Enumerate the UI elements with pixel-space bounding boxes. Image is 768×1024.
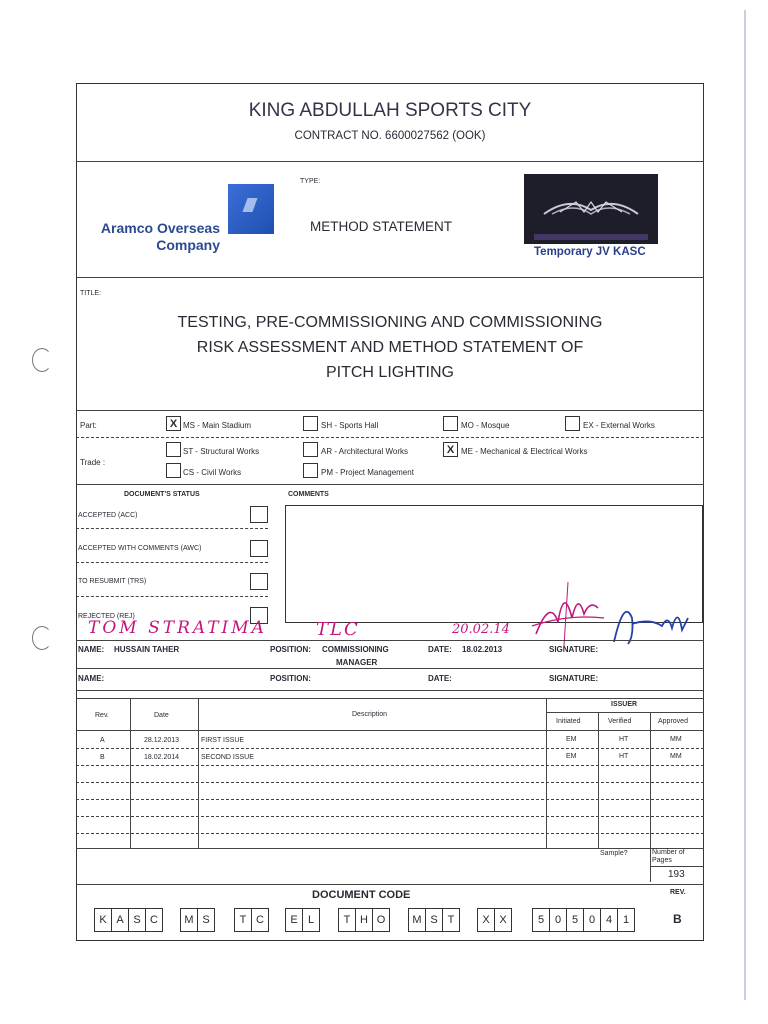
signoff2-signature-label: SIGNATURE: [549, 674, 599, 683]
rev-row-1-description: FIRST ISSUE [201, 737, 245, 744]
part-option-ms: MS - Main Stadium [183, 421, 252, 430]
aramco-company-name [96, 220, 220, 254]
binder-hole-top [32, 348, 52, 372]
code-group-zone [477, 908, 512, 932]
contract-number: CONTRACT NO. 6600027562 (OOK) [294, 130, 486, 142]
code-char: X [478, 909, 495, 931]
code-char: 4 [601, 909, 618, 931]
part-checkbox-ex[interactable] [565, 416, 580, 431]
code-char: O [376, 914, 386, 926]
code-group-originator [338, 908, 390, 932]
signoff-name-value: HUSSAIN TAHER [114, 645, 180, 654]
signoff2-date-label: DATE: [428, 674, 452, 683]
description-header: Description [352, 711, 388, 718]
rev-row-1-date: 28.12.2013 [144, 737, 180, 744]
code-char: S [426, 909, 443, 931]
code-char: M [409, 909, 426, 931]
approved-header: Approved [658, 718, 688, 725]
rev-row-2-date: 18.02.2014 [144, 754, 180, 761]
handwritten-date: 20.02.14 [452, 622, 510, 637]
trade-checkbox-pm[interactable] [303, 463, 318, 478]
trade-option-pm: PM - Project Management [321, 468, 414, 477]
code-group-project [94, 908, 163, 932]
part-option-mo: MO - Mosque [461, 421, 510, 430]
status-heading: DOCUMENT'S STATUS [124, 491, 200, 498]
project-title: KING ABDULLAH SPORTS CITY [248, 100, 532, 121]
page-edge-shadow [744, 10, 746, 1000]
code-group-part [180, 908, 215, 932]
signoff2-name-label: NAME: [78, 674, 105, 683]
code-char: E [286, 909, 303, 931]
trade-option-st: ST - Structural Works [183, 447, 260, 456]
status-trs-label: TO RESUBMIT (TRS) [78, 578, 147, 585]
rev-code-value: B [673, 912, 682, 926]
rev-row-2-initiated: EM [566, 753, 577, 760]
trade-checkbox-st[interactable] [166, 442, 181, 457]
code-group-type [234, 908, 269, 932]
rev-code-label: REV. [670, 889, 686, 896]
trade-checkbox-ar[interactable] [303, 442, 318, 457]
code-char: C [150, 914, 158, 926]
document-code-title: DOCUMENT CODE [312, 889, 411, 901]
signoff-signature-label: SIGNATURE: [549, 645, 599, 654]
code-char: S [202, 914, 210, 926]
aramco-line-1: Aramco Overseas [100, 220, 220, 236]
code-char: 1 [622, 914, 630, 926]
aramco-line-2: Company [156, 237, 220, 253]
signature-blue-icon [610, 588, 692, 648]
status-awc-checkbox[interactable] [250, 540, 268, 557]
signoff2-position-label: POSITION: [270, 674, 311, 683]
initiated-header: Initiated [556, 718, 581, 725]
aramco-logo-icon [228, 184, 274, 234]
signoff-position-label: POSITION: [270, 645, 311, 654]
code-char: T [447, 914, 455, 926]
rev-row-1-initiated: EM [566, 736, 577, 743]
code-char: S [129, 909, 146, 931]
trade-checkbox-cs[interactable] [166, 463, 181, 478]
title-line-3: PITCH LIGHTING [325, 364, 454, 381]
code-char: X [499, 914, 507, 926]
code-char: H [356, 909, 373, 931]
trade-option-me: ME - Mechanical & Electrical Works [461, 447, 588, 456]
code-char: T [235, 909, 252, 931]
part-checkbox-ms[interactable]: X [166, 416, 181, 431]
code-char: L [307, 914, 315, 926]
status-rej-label: REJECTED (REJ) [78, 613, 135, 620]
rev-row-1-verified: HT [619, 736, 629, 743]
code-char: T [339, 909, 356, 931]
jv-label: Temporary JV KASC [534, 246, 646, 258]
code-char: 0 [550, 909, 567, 931]
pages-label-1: Number of [652, 849, 685, 856]
stadium-roof-icon [524, 174, 658, 244]
code-char: 5 [533, 909, 550, 931]
sample-label: Sample? [600, 850, 628, 857]
code-group-discipline [285, 908, 320, 932]
code-group-number [532, 908, 635, 932]
jv-kasc-logo [524, 174, 658, 244]
title-label: TITLE: [80, 290, 102, 297]
trade-option-ar: AR - Architectural Works [321, 447, 408, 456]
code-char: 0 [584, 909, 601, 931]
verified-header: Verified [608, 718, 632, 725]
part-option-sh: SH - Sports Hall [321, 421, 379, 430]
code-char: K [95, 909, 112, 931]
pages-label [652, 849, 685, 865]
status-acc-label: ACCEPTED (ACC) [78, 512, 138, 519]
type-value: METHOD STATEMENT [310, 219, 452, 234]
handwritten-position: TLC [316, 619, 360, 640]
status-awc-label: ACCEPTED WITH COMMENTS (AWC) [78, 545, 202, 552]
title-line-2: RISK ASSESSMENT AND METHOD STATEMENT OF [196, 339, 584, 356]
pages-value: 193 [668, 869, 685, 880]
status-acc-checkbox[interactable] [250, 506, 268, 523]
trade-label: Trade : [80, 458, 106, 467]
date-header: Date [154, 712, 169, 719]
part-checkbox-sh[interactable] [303, 416, 318, 431]
document-title [76, 310, 704, 385]
rev-row-2-approved: MM [670, 753, 682, 760]
rev-row-2-verified: HT [619, 753, 629, 760]
signoff-position-value-2: MANAGER [336, 658, 378, 667]
code-group-doc-type [408, 908, 460, 932]
type-label: TYPE: [300, 178, 321, 185]
signoff-name-label: NAME: [78, 645, 105, 654]
pages-label-2: Pages [652, 857, 672, 864]
rev-row-2-rev: B [100, 754, 105, 761]
comments-heading: COMMENTS [288, 491, 329, 498]
part-label: Part: [80, 421, 97, 430]
signoff-date-label: DATE: [428, 645, 452, 654]
handwritten-name: TOM STRATIMA [88, 618, 267, 638]
part-option-ex: EX - External Works [583, 421, 655, 430]
code-char: C [256, 914, 264, 926]
code-char: A [112, 909, 129, 931]
rev-row-1-rev: A [100, 737, 105, 744]
rev-header: Rev. [95, 712, 109, 719]
rev-row-1-approved: MM [670, 736, 682, 743]
status-trs-checkbox[interactable] [250, 573, 268, 590]
issuer-header: ISSUER [611, 701, 638, 708]
binder-hole-bottom [32, 626, 52, 650]
code-char: 5 [567, 909, 584, 931]
signoff-position-value-1: COMMISSIONING [322, 645, 389, 654]
part-checkbox-mo[interactable] [443, 416, 458, 431]
signoff-date-value: 18.02.2013 [462, 645, 503, 654]
title-line-1: TESTING, PRE-COMMISSIONING AND COMMISSIONING [177, 314, 603, 331]
code-char: M [181, 909, 198, 931]
trade-checkbox-me[interactable]: X [443, 442, 458, 457]
trade-option-cs: CS - Civil Works [183, 468, 242, 477]
rev-row-2-description: SECOND ISSUE [201, 754, 254, 761]
